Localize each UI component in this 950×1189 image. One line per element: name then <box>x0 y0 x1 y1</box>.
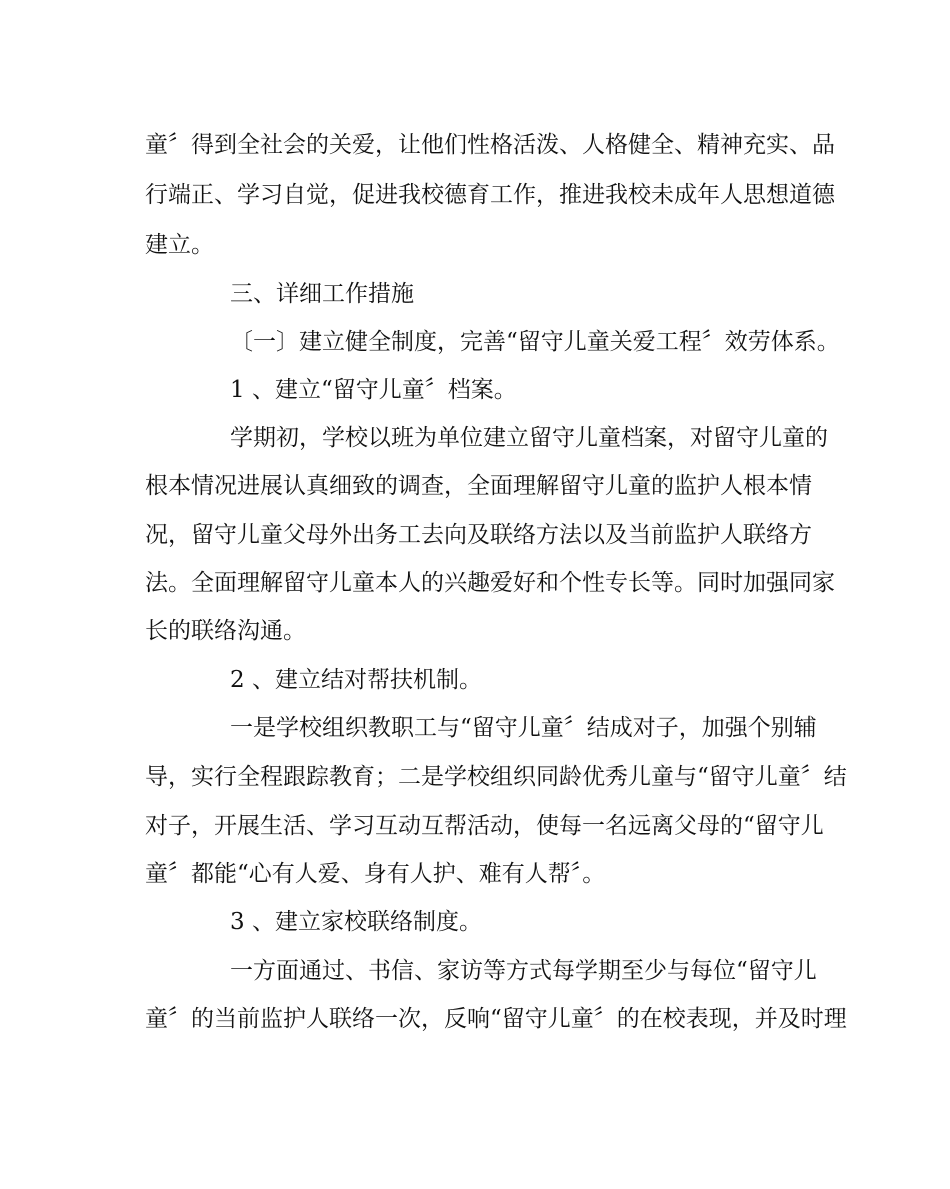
text-line: 况，留守儿童父母外出务工去向及联络方法以及当前监护人联络方 <box>145 522 812 548</box>
text-line: 一方面通过、书信、家访等方式每学期至少与每位“留守儿 <box>230 958 817 984</box>
item-heading: 3 、建立家校联络制度。 <box>230 909 482 935</box>
text-line: 对子，开展生活、学习互动互帮活动，使每一名远离父母的“留守儿 <box>145 813 824 839</box>
text-line: 行端正、学习自觉，促进我校德育工作，推进我校未成年人思想道德 <box>145 182 835 208</box>
section-heading: 三、详细工作措施 <box>230 281 414 307</box>
text-line: 学期初，学校以班为单位建立留守儿童档案，对留守儿童的 <box>230 425 828 451</box>
text-line: 导，实行全程跟踪教育；二是学校组织同龄优秀儿童与“留守儿童〞结 <box>145 764 847 790</box>
item-heading: 2 、建立结对帮扶机制。 <box>230 667 482 693</box>
text-line: 童〞的当前监护人联络一次，反响“留守儿童〞的在校表现，并及时理 <box>145 1006 847 1032</box>
text-line: 一是学校组织教职工与“留守儿童〞结成对子，加强个别辅 <box>230 715 817 741</box>
subsection-heading: 〔一〕建立健全制度，完善“留守儿童关爱工程〞效劳体系。 <box>230 329 840 355</box>
text-line: 童〞得到全社会的关爱，让他们性格活泼、人格健全、精神充实、品 <box>145 132 835 158</box>
text-line: 根本情况进展认真细致的调查，全面理解留守儿童的监护人根本情 <box>145 473 812 499</box>
text-line: 法。全面理解留守儿童本人的兴趣爱好和个性专长等。同时加强同家 <box>145 570 835 596</box>
text-line: 建立。 <box>145 232 214 258</box>
item-heading: 1 、建立“留守儿童〞档案。 <box>230 377 517 403</box>
text-line: 童〞都能“心有人爱、身有人护、难有人帮〞。 <box>145 861 606 887</box>
text-line: 长的联络沟通。 <box>145 618 306 644</box>
